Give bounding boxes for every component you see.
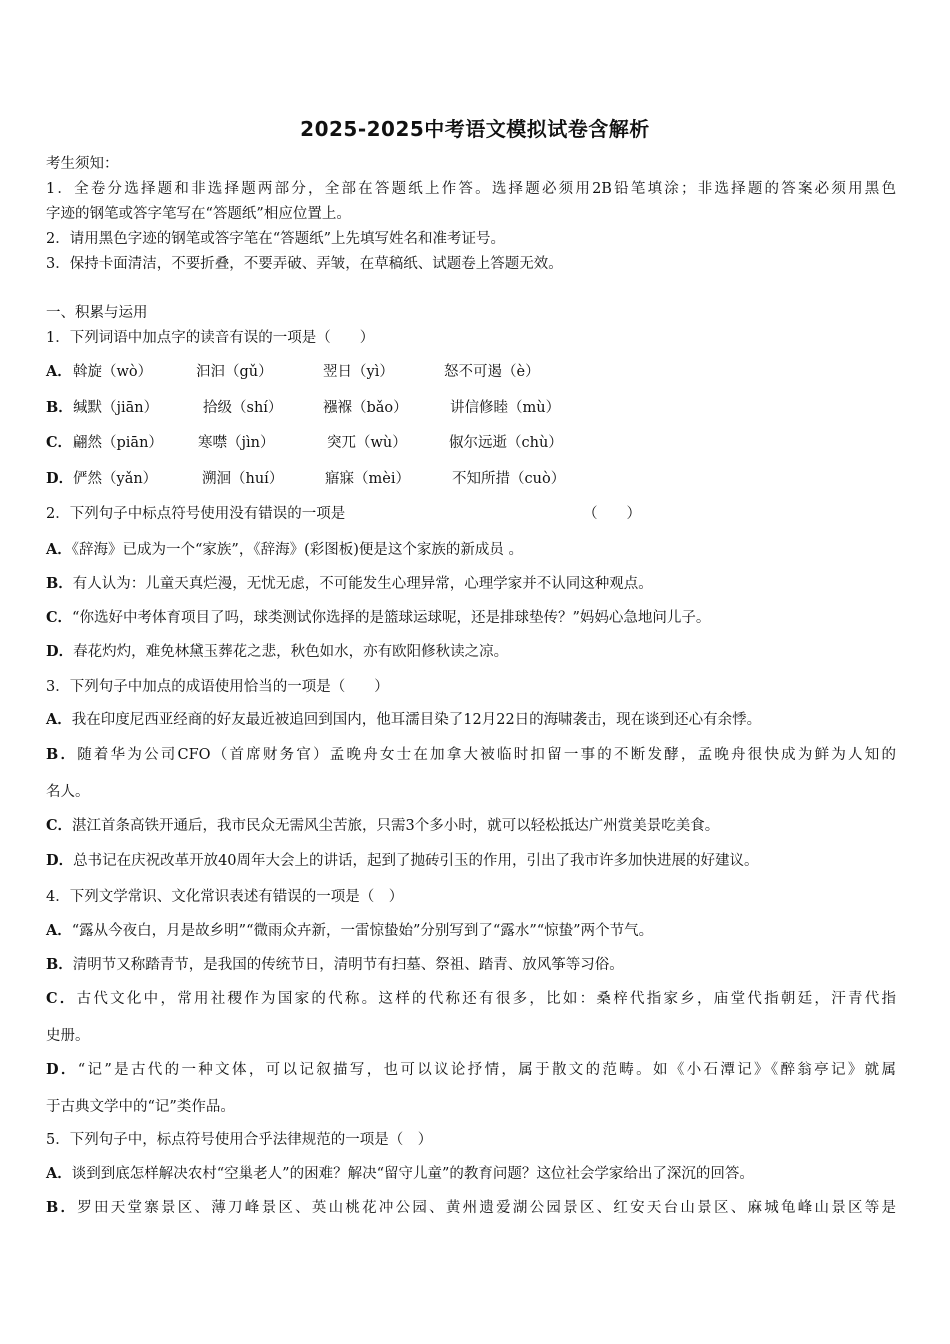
document-title: 2025-2025中考语文模拟试卷含解析 [300,117,650,141]
option-letter: B． [46,956,73,973]
option-letter: C． [46,990,77,1007]
notice-item-3: 3．保持卡面清洁，不要折叠，不要弄破、弄皱，在草稿纸、试题卷上答题无效。 [46,256,563,272]
option-letter: D． [46,852,74,869]
option-letter: A． [46,922,72,939]
question-2-option-a: A．《辞海》已成为一个“家族”，《辞海》(彩图板)便是这个家族的新成员 。 [46,541,524,558]
word-item: 襁褓（bǎo） [323,400,408,416]
question-3-option-b: B．随着华为公司CFO（首席财务官）孟晚舟女士在加拿大被临时扣留一事的不断发酵，孟晚舟很快成为鲜为人知的 [46,746,896,763]
question-4-option-a: A．“露从今夜白，月是故乡明”“微雨众卉新，一雷惊蛰始”分别写到了“露水”“惊蛰”两个节气。 [46,922,654,939]
section-heading: 一、积累与运用 [46,305,148,321]
word-item: 汩汩（gǔ） [196,364,273,380]
question-4-option-d-cont: 于古典文学中的“记”类作品。 [46,1099,235,1115]
word-item: 俨然（yǎn） [73,471,158,487]
option-letter: B． [46,575,73,592]
option-letter: B． [46,399,73,416]
word-item: 翩然（piān） [73,435,163,451]
question-2-option-d: D．春花灼灼，难免林黛玉葬花之悲，秋色如水，亦有欧阳修秋读之凉。 [46,643,509,660]
word-item: 寒噤（jìn） [198,435,275,451]
option-letter: D． [46,643,74,660]
word-item: 寤寐（mèi） [325,471,410,487]
question-1-stem: 1．下列词语中加点字的读音有误的一项是（ ） [46,330,375,346]
notice-item-1: 1．全卷分选择题和非选择题两部分，全部在答题纸上作答。选择题必须用2B铅笔填涂；非选择题的答案必须用黑色 [46,181,896,197]
option-letter: A． [46,1165,72,1182]
question-5-stem: 5．下列句子中，标点符号使用合乎法律规范的一项是（ ） [46,1132,433,1148]
notice-title: 考生须知： [46,156,119,172]
word-item: 不知所措（cuò） [452,471,566,487]
question-2-option-b: B．有人认为：儿童天真烂漫，无忧无虑，不可能发生心理异常，心理学家并不认同这种观点。 [46,575,653,592]
question-3-option-c: C．湛江首条高铁开通后，我市民众无需风尘苦旅，只需3个多小时，就可以轻松抵达广州赏美景吃美食。 [46,817,720,834]
question-3-option-a: A．我在印度尼西亚经商的好友最近被追回到国内，他耳濡目染了12月22日的海啸袭击，现在谈到还心有余悸。 [46,711,762,728]
word-item: 拾级（shí） [203,400,283,416]
option-letter: B． [46,1199,78,1216]
word-item: 怒不可遏（è） [444,364,540,380]
word-item: 突兀（wù） [327,435,407,451]
question-2-option-c: C．“你选好中考体育项目了吗，球类测试你选择的是篮球运球呢，还是排球垫传？”妈妈心急地问儿子。 [46,609,711,626]
word-item: 讲信修睦（mù） [450,400,561,416]
notice-item-2: 2．请用黑色字迹的钢笔或答字笔在“答题纸”上先填写姓名和准考证号。 [46,231,506,247]
option-letter: C． [46,609,73,626]
option-letter: C． [46,434,73,451]
question-5-option-b: B．罗田天堂寨景区、薄刀峰景区、英山桃花冲公园、黄州遗爱湖公园景区、红安天台山景区、麻城龟峰山景区等是 [46,1199,896,1216]
question-4-option-c: C．古代文化中，常用社稷作为国家的代称。这样的代称还有很多，比如：桑梓代指家乡，庙堂代指朝廷，汗青代指 [46,990,897,1007]
question-4-option-c-cont: 史册。 [46,1028,90,1044]
word-item: 翌日（yì） [323,364,394,380]
word-item: 俶尔远逝（chù） [449,435,563,451]
word-item: 斡旋（wò） [73,364,153,380]
question-3-option-b-cont: 名人。 [46,784,90,800]
option-letter: A． [46,541,72,558]
question-3-stem: 3．下列句子中加点的成语使用恰当的一项是（ ） [46,679,389,695]
question-4-option-d: D．“记”是古代的一种文体，可以记叙描写，也可以议论抒情，属于散文的范畴。如《小石潭记》《醉翁亭记》就属 [46,1061,897,1078]
question-3-option-d: D．总书记在庆祝改革开放40周年大会上的讲话，起到了抛砖引玉的作用，引出了我市许多加快进展的好建议。 [46,852,759,869]
option-letter: A． [46,363,72,380]
word-item: 溯洄（huí） [202,471,284,487]
word-item: 缄默（jiān） [73,400,159,416]
option-letter: C． [46,817,73,834]
notice-item-1-cont: 字迹的钢笔或答字笔写在“答题纸”相应位置上。 [46,206,351,222]
option-letter: A． [46,711,72,728]
option-letter: B． [46,746,78,763]
option-letter: D． [46,1061,78,1078]
question-4-option-b: B．清明节又称踏青节，是我国的传统节日，清明节有扫墓、祭祖、踏青、放风筝等习俗。 [46,956,624,973]
question-5-option-a: A．谈到到底怎样解决农村“空巢老人”的困难？解决“留守儿童”的教育问题？这位社会学家给出了深沉的回答。 [46,1165,754,1182]
answer-bracket: （ ） [583,506,641,522]
question-2-stem: 2．下列句子中标点符号使用没有错误的一项是 [46,506,346,522]
question-4-stem: 4．下列文学常识、文化常识表述有错误的一项是（ ） [46,889,404,905]
option-letter: D． [46,470,74,487]
